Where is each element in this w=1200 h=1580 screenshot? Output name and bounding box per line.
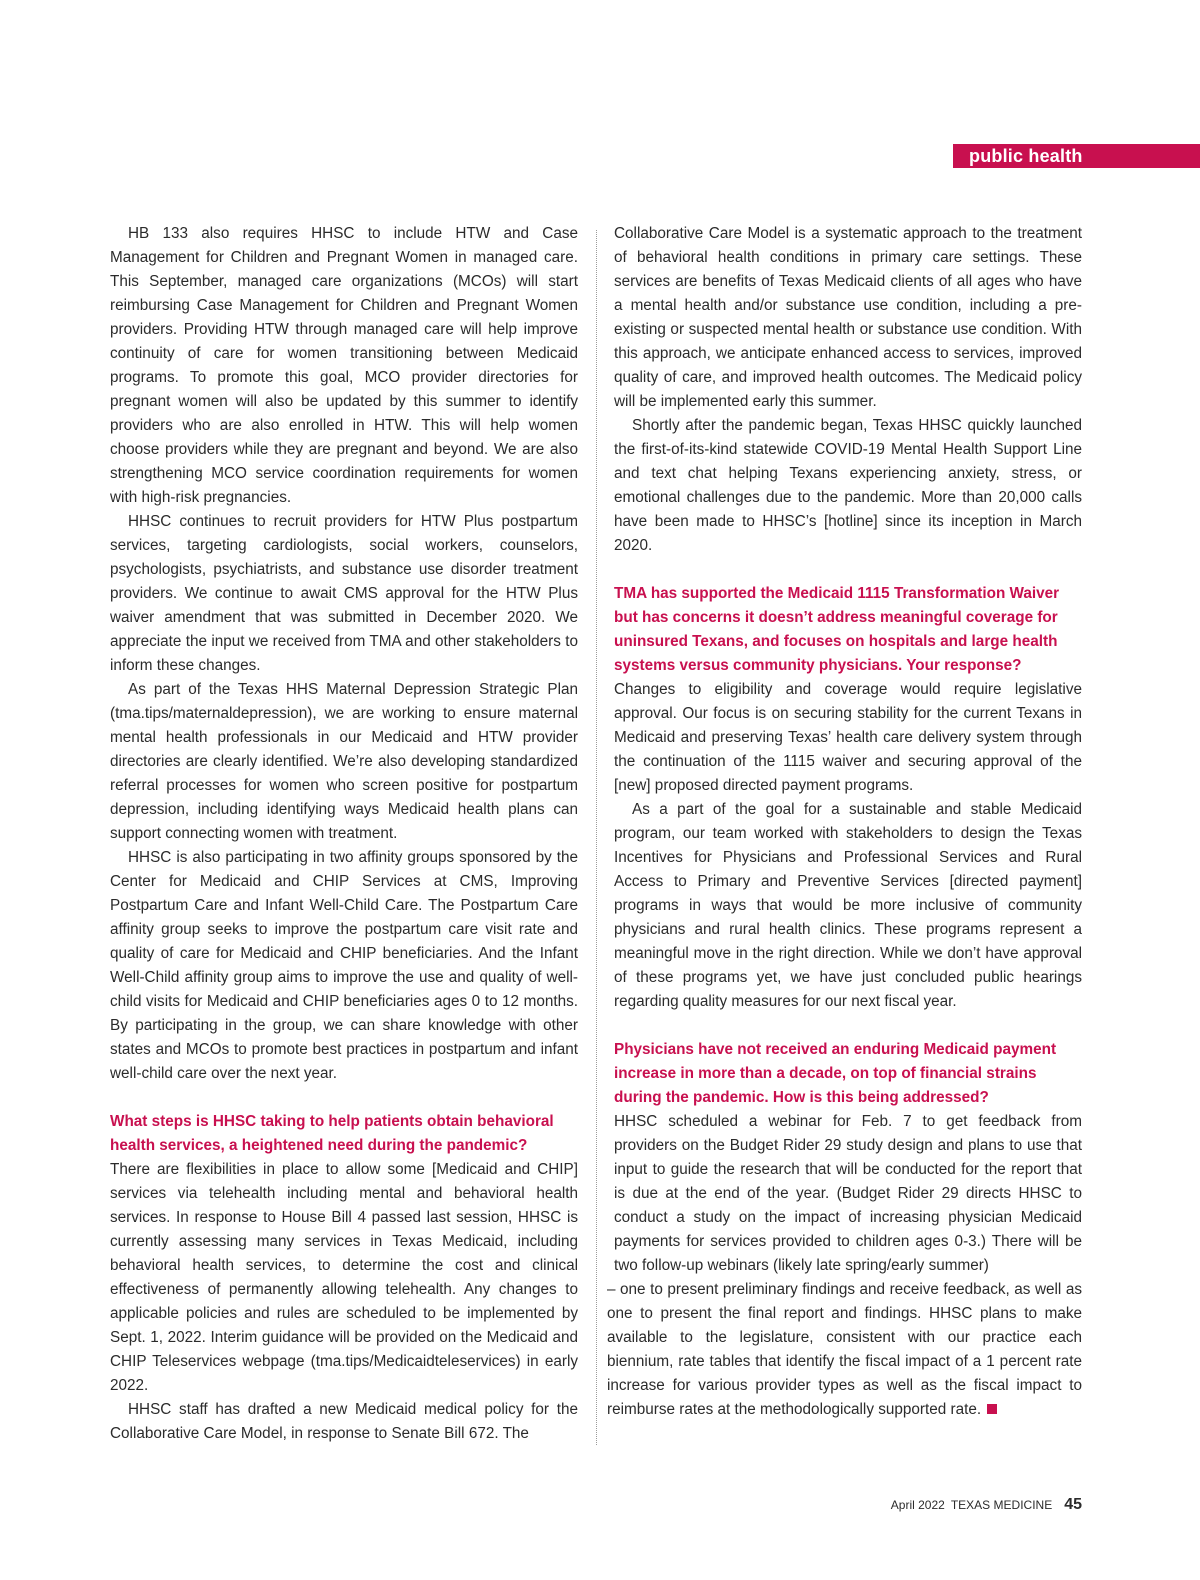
- answer-paragraph-end: [607, 1278, 1082, 1422]
- body-paragraph: Collaborative Care Model is a systematic approach to the treatment of behavioral health conditions in primary care settings. These services are benefits of Texas Medicaid clients of all ages who have a mental health and/or substance use condition, including a pre-existing or suspected mental health or substance use condition. With this approach, we anticipate enhanced access to services, improved quality of care, and improved health outcomes. The Medicaid policy will be implemented early this summer.: [614, 225, 1082, 410]
- page-footer: [891, 1496, 1082, 1514]
- footer-date: April 2022: [890, 1498, 945, 1512]
- left-column: [110, 222, 578, 1446]
- page-number: 45: [1064, 1496, 1082, 1513]
- question-heading: TMA has supported the Medicaid 1115 Transformation Waiver but has concerns it doesn’t address meaningful coverage for uninsured Texans, and focuses on hospitals and large health systems versus community physicians. Your response?: [614, 585, 1060, 674]
- body-paragraph: As part of the Texas HHS Maternal Depression Strategic Plan (tma.tips/maternaldepression), we are working to ensure maternal mental health professionals in our Medicaid and HTW provider directories are clearly identified. We’re also developing standardized referral processes for women who screen positive for postpartum depression, including identifying ways Medicaid health plans can support connecting women with treatment.: [110, 681, 578, 842]
- question-heading: Physicians have not received an enduring Medicaid payment increase in more than a decade, on top of financial strains during the pandemic. How is this being addressed?: [614, 1041, 1057, 1106]
- answer-paragraph: HHSC scheduled a webinar for Feb. 7 to get feedback from providers on the Budget Rider 29 study design and plans to use that input to guide the research that will be conducted for the report that is due at the end of the year. (Budget Rider 29 directs HHSC to conduct a study on the impact of increasing physician Medicaid payments for services provided to children ages 0-3.) There will be two follow-up webinars (likely late spring/early summer): [614, 1113, 1082, 1274]
- question-heading: What steps is HHSC taking to help patients obtain behavioral health services, a heightened need during the pandemic?: [110, 1113, 554, 1154]
- body-paragraph: Shortly after the pandemic began, Texas HHSC quickly launched the first-of-its-kind statewide COVID-19 Mental Health Support Line and text chat helping Texans experiencing anxiety, stress, or emotional challenges due to the pandemic. More than 20,000 calls have been made to HHSC’s [hotline] since its inception in March 2020.: [614, 417, 1082, 554]
- answer-paragraph: Changes to eligibility and coverage would require legislative approval. Our focus is on securing stability for the current Texans in Medicaid and preserving Texas’ health care delivery system through the continuation of the 1115 waiver and securing approval of the [new] proposed directed payment programs.: [614, 681, 1082, 794]
- footer-publication: TEXAS MEDICINE: [950, 1498, 1053, 1512]
- answer-text: – one to present preliminary findings and receive feedback, as well as one to present the final report and findings. HHSC plans to make available to the legislature, consistent with our practice each biennium, rate tables that identify the fiscal impact of a 1 percent rate increase for various provider types as well as the fiscal impact to reimburse rates at the methodologically supported rate.: [607, 1281, 1082, 1418]
- section-tab: public health: [953, 144, 1200, 168]
- right-column: [607, 222, 1082, 1422]
- body-paragraph: HHSC staff has drafted a new Medicaid medical policy for the Collaborative Care Model, in response to Senate Bill 672. The: [110, 1401, 578, 1442]
- body-paragraph: HB 133 also requires HHSC to include HTW and Case Management for Children and Pregnant Women in managed care. This September, managed care organizations (MCOs) will start reimbursing Case Management for Children and Pregnant Women providers. Providing HTW through managed care will help improve continuity of care for women transitioning between Medicaid programs. To promote this goal, MCO provider directories for pregnant women will also be updated by this summer to identify providers who are also enrolled in HTW. This will help women choose providers while they are pregnant and beyond. We are also strengthening MCO service coordination requirements for women with high-risk pregnancies.: [110, 225, 578, 506]
- answer-paragraph: There are flexibilities in place to allow some [Medicaid and CHIP] services via telehealth including mental and behavioral health services. In response to House Bill 4 passed last session, HHSC is currently assessing many services in Texas Medicaid, including behavioral health services, to determine the cost and clinical effectiveness of permanently allowing telehealth. Any changes to applicable policies and rules are scheduled to be implemented by Sept. 1, 2022. Interim guidance will be provided on the Medicaid and CHIP Teleservices webpage (tma.tips/Medicaidteleservices) in early 2022.: [110, 1161, 578, 1394]
- body-paragraph: As a part of the goal for a sustainable and stable Medicaid program, our team worked with stakeholders to design the Texas Incentives for Physicians and Professional Services and Rural Access to Primary and Preventive Services [directed payment] programs in ways that would be more inclusive of community physicians and rural health clinics. These programs represent a meaningful move in the right direction. While we don’t have approval of these programs yet, we have just concluded public hearings regarding quality measures for our next fiscal year.: [614, 801, 1082, 1010]
- body-paragraph: HHSC is also participating in two affinity groups sponsored by the Center for Medicaid and CHIP Services at CMS, Improving Postpartum Care and Infant Well-Child Care. The Postpartum Care affinity group seeks to improve the postpartum care visit rate and quality of care for Medicaid and CHIP beneficiaries. And the Infant Well-Child affinity group aims to improve the use and quality of well-child visits for Medicaid and CHIP beneficiaries ages 0 to 12 months. By participating in the group, we can share knowledge with other states and MCOs to promote best practices in postpartum and infant well-child care over the next year.: [110, 849, 578, 1082]
- body-paragraph: HHSC continues to recruit providers for HTW Plus postpartum services, targeting cardiologists, social workers, counselors, psychologists, psychiatrists, and substance use disorder treatment providers. We continue to await CMS approval for the HTW Plus waiver amendment that was submitted in December 2020. We appreciate the input we received from TMA and other stakeholders to inform these changes.: [110, 513, 578, 674]
- column-divider: [596, 230, 597, 1445]
- end-mark-icon: [987, 1404, 997, 1414]
